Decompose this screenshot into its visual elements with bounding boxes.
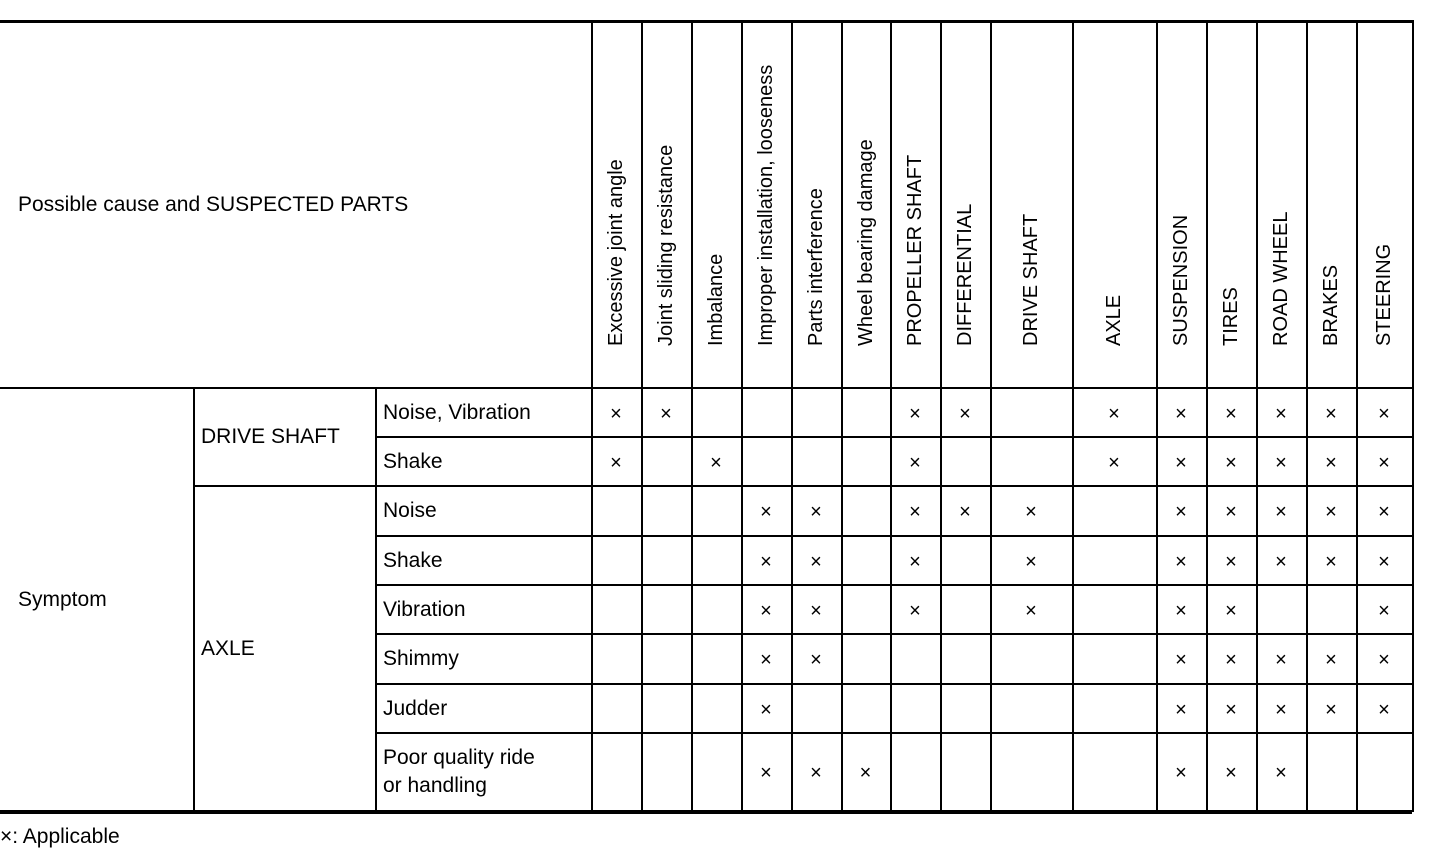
applicable-mark: × xyxy=(1225,698,1237,721)
column-header-label: Joint sliding resistance xyxy=(655,144,677,346)
applicable-mark: × xyxy=(1378,501,1390,523)
column-divider xyxy=(591,20,593,812)
legend-note: ×: Applicable xyxy=(0,825,120,848)
applicable-mark: × xyxy=(1325,550,1337,573)
symptom-cell xyxy=(375,634,591,684)
symptom-cell xyxy=(375,486,591,536)
applicable-mark: × xyxy=(909,501,921,523)
symptom-cell xyxy=(375,733,591,811)
applicable-mark: × xyxy=(1225,599,1237,622)
applicable-mark: × xyxy=(1025,550,1037,573)
applicable-mark: × xyxy=(760,649,772,671)
applicable-mark: × xyxy=(760,550,772,573)
column-header xyxy=(1306,20,1356,388)
column-divider xyxy=(691,20,693,812)
applicable-mark: × xyxy=(810,649,822,671)
column-header xyxy=(791,20,841,388)
column-divider xyxy=(1412,20,1414,812)
column-header xyxy=(890,20,940,388)
column-header-label: BRAKES xyxy=(1320,264,1342,346)
table-bottom-border xyxy=(0,810,1412,814)
symptom-text: Judder xyxy=(383,696,448,720)
symptom-text: Noise xyxy=(383,499,437,522)
row-divider xyxy=(375,535,1412,537)
column-header-label: Imbalance xyxy=(705,253,727,346)
column-divider xyxy=(741,20,743,812)
symptom-cell xyxy=(375,684,591,733)
applicable-mark: × xyxy=(1225,451,1237,474)
group-label-text: DRIVE SHAFT xyxy=(201,425,340,448)
applicable-mark: × xyxy=(909,550,921,573)
symptom-text: Poor quality ride or handling xyxy=(383,746,535,797)
applicable-mark: × xyxy=(1175,762,1187,784)
applicable-mark: × xyxy=(1325,402,1337,425)
column-header-label: Wheel bearing damage xyxy=(854,139,877,346)
symptom-cell xyxy=(375,536,591,585)
applicable-mark: × xyxy=(1325,501,1337,523)
header-title-text: Possible cause and SUSPECTED PARTS xyxy=(18,193,409,216)
column-header xyxy=(841,20,890,388)
column-header-label: DRIVE SHAFT xyxy=(1020,213,1042,346)
applicable-mark: × xyxy=(610,402,622,425)
symptom-cell xyxy=(375,437,591,486)
column-header-label: Improper installation, looseness xyxy=(755,64,777,346)
column-divider xyxy=(1206,20,1208,812)
applicable-mark: × xyxy=(810,550,822,573)
applicable-mark: × xyxy=(710,451,722,474)
row-divider xyxy=(375,732,1412,734)
column-divider xyxy=(940,20,942,812)
column-header xyxy=(641,20,691,388)
column-header xyxy=(1356,20,1412,388)
applicable-mark: × xyxy=(1275,501,1287,523)
applicable-mark: × xyxy=(1225,501,1237,523)
column-header xyxy=(1156,20,1206,388)
applicable-mark: × xyxy=(760,501,772,523)
column-header xyxy=(1206,20,1256,388)
column-header-label: ROAD WHEEL xyxy=(1270,211,1292,346)
column-divider xyxy=(990,20,992,812)
column-divider xyxy=(1356,20,1358,812)
applicable-mark: × xyxy=(1378,599,1390,622)
symptom-text: Shake xyxy=(383,548,443,572)
column-header xyxy=(1256,20,1306,388)
applicable-mark: × xyxy=(859,762,872,784)
applicable-mark: × xyxy=(1175,402,1187,425)
column-header-label: PROPELLER SHAFT xyxy=(904,154,926,346)
column-divider xyxy=(890,20,892,812)
symptom-cell xyxy=(375,388,591,437)
applicable-mark: × xyxy=(1175,550,1187,573)
applicable-mark: × xyxy=(1225,762,1237,784)
symptom-text: Shimmy xyxy=(383,647,459,670)
applicable-mark: × xyxy=(760,599,772,622)
applicable-mark: × xyxy=(1325,698,1337,721)
column-divider xyxy=(1306,20,1308,812)
applicable-mark: × xyxy=(1175,698,1187,721)
applicable-mark: × xyxy=(810,599,822,622)
column-header-label: SUSPENSION xyxy=(1170,214,1192,346)
column-header xyxy=(990,20,1072,388)
applicable-mark: × xyxy=(1025,599,1037,622)
applicable-mark: × xyxy=(959,501,971,523)
symptom-text: Shake xyxy=(383,449,443,473)
applicable-mark: × xyxy=(810,501,822,523)
applicable-mark: × xyxy=(1325,649,1337,671)
column-divider xyxy=(1256,20,1258,812)
row-divider xyxy=(375,633,1412,635)
applicable-mark: × xyxy=(810,762,822,784)
symptom-text: Vibration xyxy=(383,597,466,621)
applicable-mark: × xyxy=(610,451,622,474)
column-header-label: AXLE xyxy=(1103,294,1125,346)
applicable-mark: × xyxy=(1378,451,1390,474)
applicable-mark: × xyxy=(760,762,772,784)
applicable-mark: × xyxy=(1325,451,1337,474)
applicable-mark: × xyxy=(1175,451,1187,474)
symptom-cell xyxy=(375,585,591,634)
symptom-label xyxy=(10,388,193,811)
column-header-label: STEERING xyxy=(1373,243,1395,346)
column-header-label: DIFFERENTIAL xyxy=(954,203,976,346)
applicable-mark: × xyxy=(1225,402,1237,425)
applicable-mark: × xyxy=(1378,649,1390,671)
row-divider xyxy=(375,683,1412,685)
symptom-divider xyxy=(375,388,377,812)
column-header xyxy=(741,20,791,388)
column-header xyxy=(1072,20,1156,388)
applicable-mark: × xyxy=(1025,501,1037,523)
applicable-mark: × xyxy=(1275,698,1287,721)
applicable-mark: × xyxy=(1175,599,1187,622)
applicable-mark: × xyxy=(1378,698,1390,721)
column-divider xyxy=(1156,20,1158,812)
column-divider xyxy=(1072,20,1074,812)
applicable-mark: × xyxy=(660,402,672,425)
applicable-mark: × xyxy=(909,402,921,425)
symptom-label-text: Symptom xyxy=(18,587,107,611)
applicable-mark: × xyxy=(909,599,921,622)
applicable-mark: × xyxy=(1275,649,1287,671)
group-divider xyxy=(193,388,195,812)
header-bottom-border xyxy=(0,387,1412,389)
applicable-mark: × xyxy=(1275,451,1287,474)
applicable-mark: × xyxy=(1225,649,1237,671)
applicable-mark: × xyxy=(1108,402,1120,425)
applicable-mark: × xyxy=(1225,550,1237,573)
applicable-mark: × xyxy=(1108,451,1120,474)
group-label xyxy=(193,486,375,811)
symptom-text: Noise, Vibration xyxy=(383,400,531,424)
row-divider xyxy=(375,436,1412,438)
column-divider xyxy=(641,20,643,812)
column-header xyxy=(940,20,990,388)
column-header-label: Parts interference xyxy=(805,188,827,346)
group-label xyxy=(193,388,375,486)
table-top-border xyxy=(0,20,1412,23)
applicable-mark: × xyxy=(1275,762,1287,784)
column-header-label: Excessive joint angle xyxy=(605,159,627,346)
applicable-mark: × xyxy=(1378,550,1390,573)
applicable-mark: × xyxy=(1175,501,1187,523)
applicable-mark: × xyxy=(1275,402,1287,425)
column-header xyxy=(591,20,641,388)
applicable-mark: × xyxy=(909,451,921,474)
applicable-mark: × xyxy=(1378,402,1390,425)
applicable-mark: × xyxy=(1175,649,1187,671)
column-header-label: TIRES xyxy=(1220,287,1242,346)
table-header-title xyxy=(10,22,590,388)
column-divider xyxy=(841,20,843,812)
column-divider xyxy=(791,20,793,812)
applicable-mark: × xyxy=(1275,550,1287,573)
column-header xyxy=(691,20,741,388)
group-label-text: AXLE xyxy=(201,636,255,660)
applicable-mark: × xyxy=(959,402,971,425)
applicable-mark: × xyxy=(760,698,772,721)
row-divider xyxy=(375,584,1412,586)
